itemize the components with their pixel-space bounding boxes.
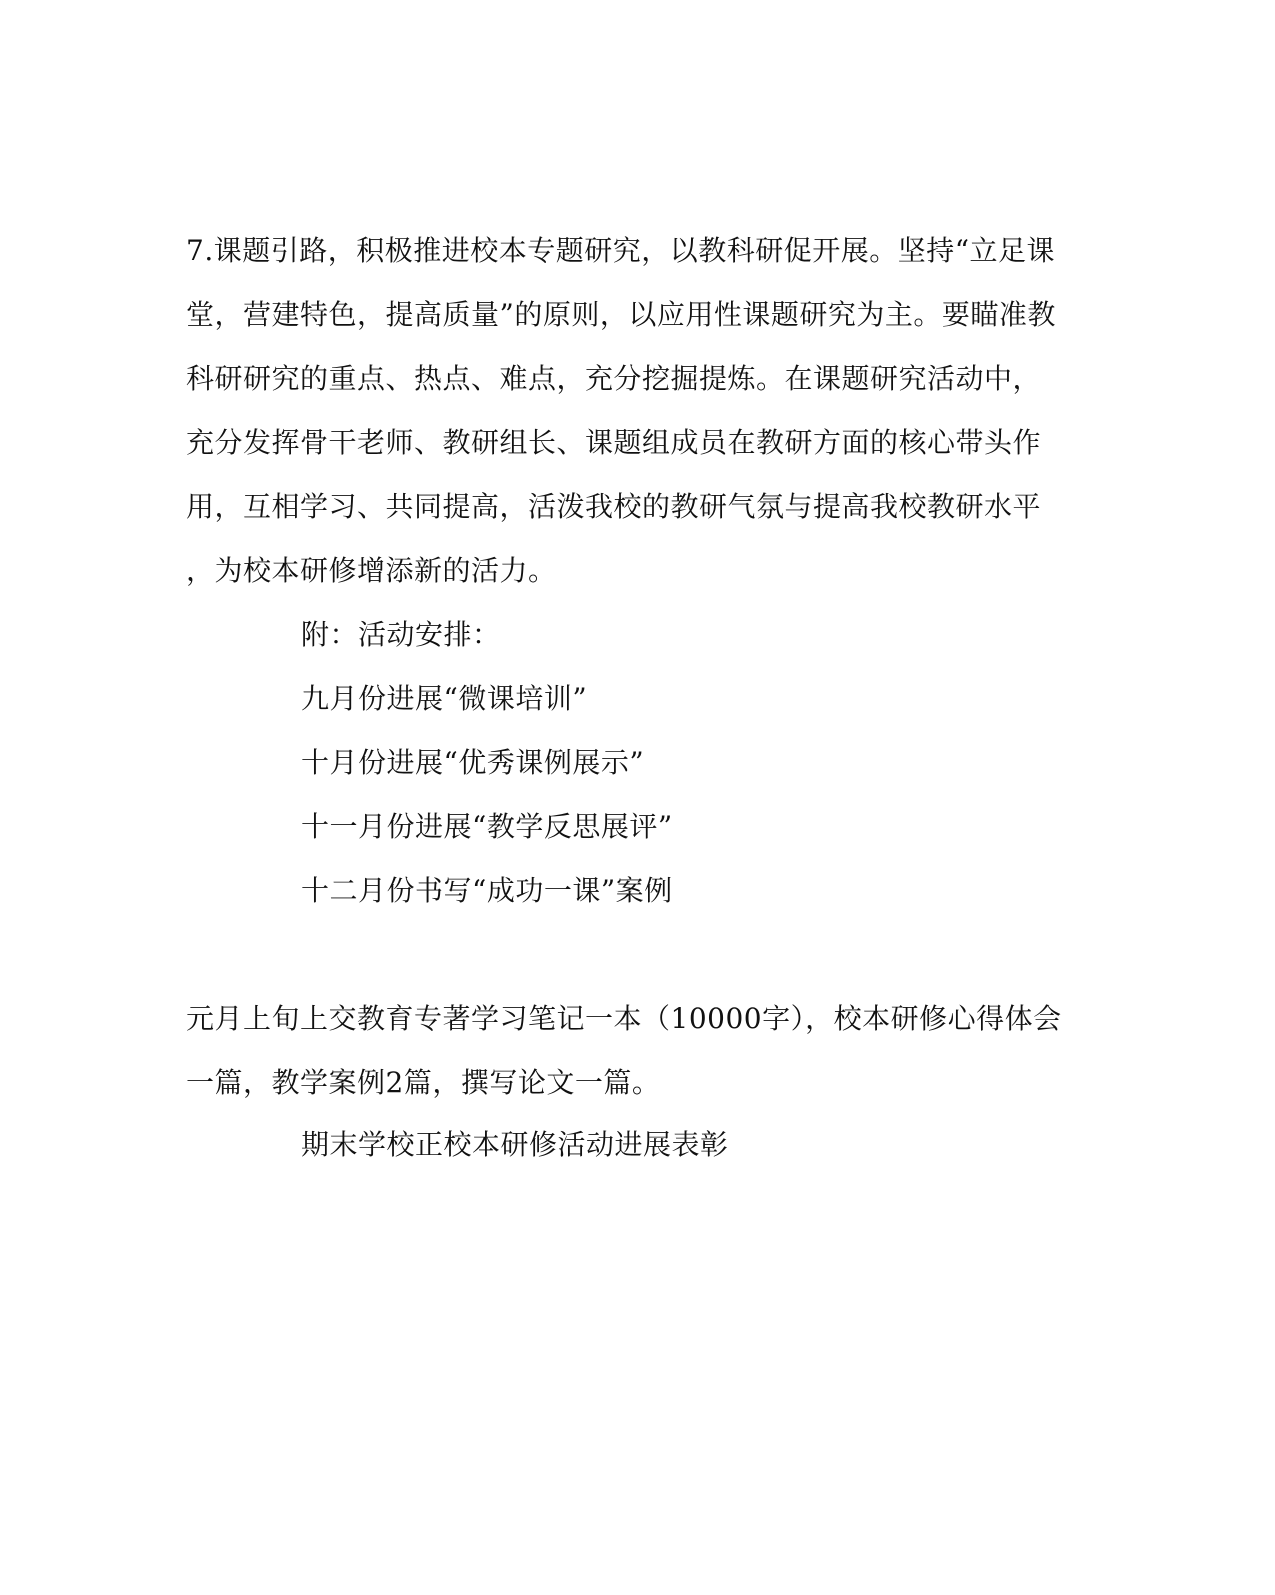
paragraph-7-line-2: 堂，营建特色，提高质量”的原则，以应用性课题研究为主。要瞄准教 xyxy=(186,298,1056,331)
january-line-1: 元月上旬上交教育专著学习笔记一本（10000字），校本研修心得体会 xyxy=(186,1002,1062,1035)
schedule-heading: 附：活动安排： xyxy=(301,618,501,651)
schedule-item-october: 十月份进展“优秀课例展示” xyxy=(301,746,645,779)
paragraph-7-line-3: 科研研究的重点、热点、难点，充分挖掘提炼。在课题研究活动中， xyxy=(186,362,1042,395)
paragraph-7-line-5: 用，互相学习、共同提高，活泼我校的教研气氛与提高我校教研水平 xyxy=(186,490,1042,523)
closing-line: 期末学校正校本研修活动进展表彰 xyxy=(301,1128,729,1161)
paragraph-7-line-4: 充分发挥骨干老师、教研组长、课题组成员在教研方面的核心带头作 xyxy=(186,426,1042,459)
schedule-item-september: 九月份进展“微课培训” xyxy=(301,682,588,715)
schedule-item-december: 十二月份书写“成功一课”案例 xyxy=(301,874,673,907)
schedule-item-november: 十一月份进展“教学反思展评” xyxy=(301,810,673,843)
paragraph-7-line-6: ，为校本研修增添新的活力。 xyxy=(186,554,557,587)
january-line-2: 一篇，教学案例2篇，撰写论文一篇。 xyxy=(186,1066,661,1099)
paragraph-7-line-1: 7.课题引路，积极推进校本专题研究，以教科研促开展。坚持“立足课 xyxy=(186,234,1056,267)
